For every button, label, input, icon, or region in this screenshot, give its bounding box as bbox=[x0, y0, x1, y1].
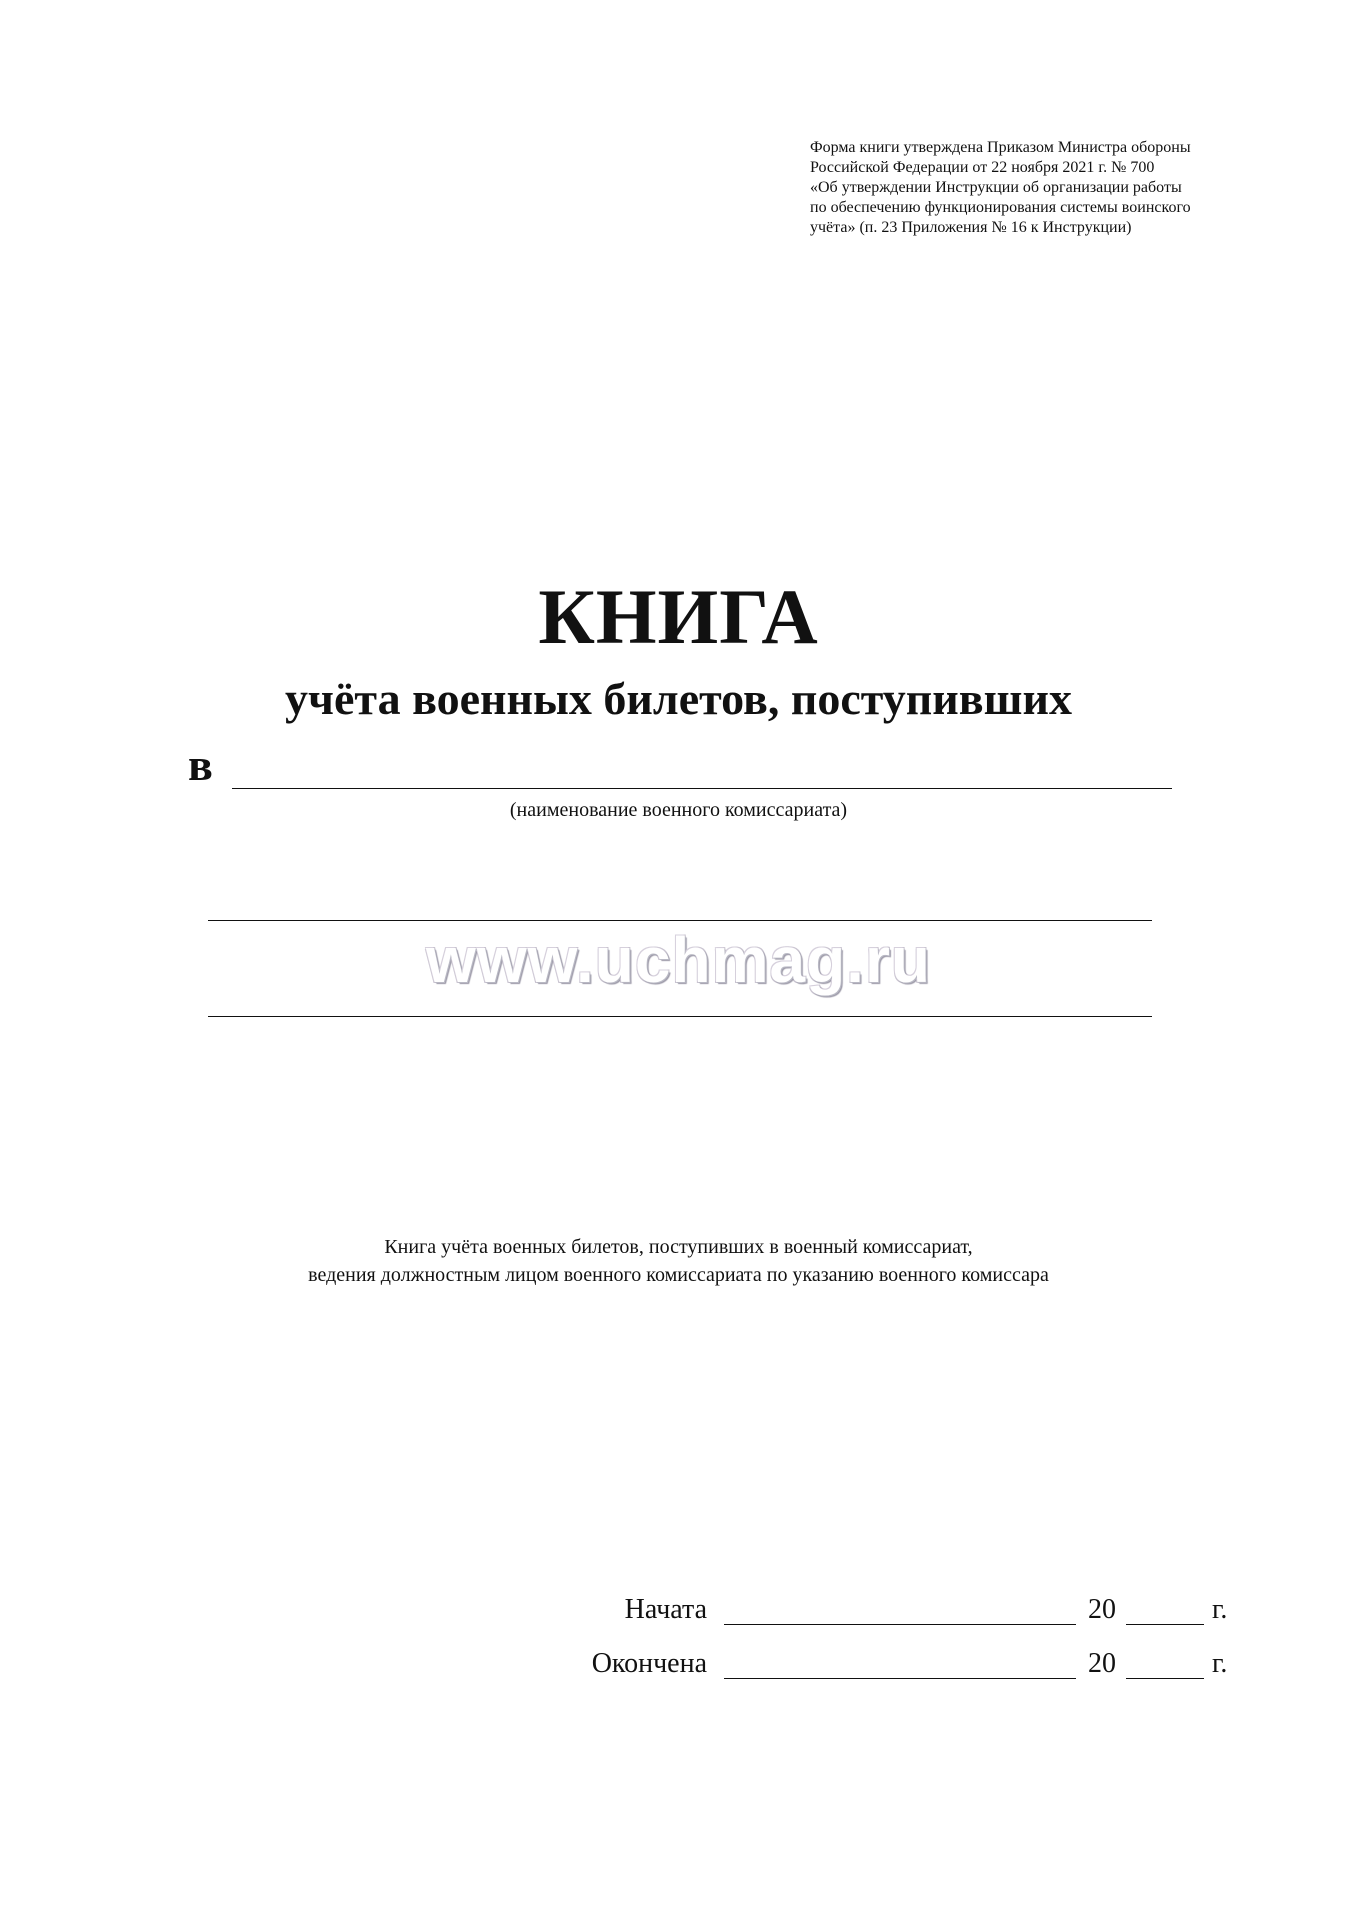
started-year-blank bbox=[1126, 1624, 1204, 1625]
commissariat-caption: (наименование военного комиссариата) bbox=[509, 799, 848, 821]
in-preposition: в bbox=[188, 739, 213, 790]
ended-date-row bbox=[0, 1646, 1357, 1686]
started-year-suffix: г. bbox=[1212, 1594, 1228, 1625]
watermark: www.uchmag.ru bbox=[426, 924, 931, 996]
commissariat-name-line bbox=[232, 788, 1172, 789]
started-century: 20 bbox=[1088, 1594, 1116, 1625]
document-title: КНИГА bbox=[538, 573, 819, 660]
started-date-row bbox=[0, 1592, 1357, 1632]
approval-line: «Об утверждении Инструкции об организации работы bbox=[810, 179, 1182, 196]
ended-year-blank bbox=[1126, 1678, 1204, 1679]
ended-label: Окончена bbox=[591, 1648, 707, 1679]
ended-date-blank bbox=[724, 1678, 1076, 1679]
started-label: Начата bbox=[624, 1594, 707, 1625]
ended-century: 20 bbox=[1088, 1648, 1116, 1679]
ended-year-suffix: г. bbox=[1212, 1648, 1228, 1679]
book-description bbox=[0, 1233, 1357, 1289]
description-line: ведения должностным лицом военного комиссариата по указанию военного комиссара bbox=[308, 1264, 1049, 1286]
approval-line: учёта» (п. 23 Приложения № 16 к Инструкции) bbox=[810, 219, 1132, 236]
approval-line: Форма книги утверждена Приказом Министра обороны bbox=[810, 139, 1191, 156]
description-line: Книга учёта военных билетов, поступивших в военный комиссариат, bbox=[384, 1236, 973, 1258]
approval-line: по обеспечению функционирования системы воинского bbox=[810, 199, 1191, 216]
started-date-blank bbox=[724, 1624, 1076, 1625]
approval-line: Российской Федерации от 22 ноября 2021 г. № 700 bbox=[810, 159, 1155, 176]
document-subtitle: учёта военных билетов, поступивших bbox=[285, 673, 1072, 724]
blank-line-2 bbox=[208, 1016, 1152, 1017]
approval-note bbox=[810, 138, 1235, 238]
